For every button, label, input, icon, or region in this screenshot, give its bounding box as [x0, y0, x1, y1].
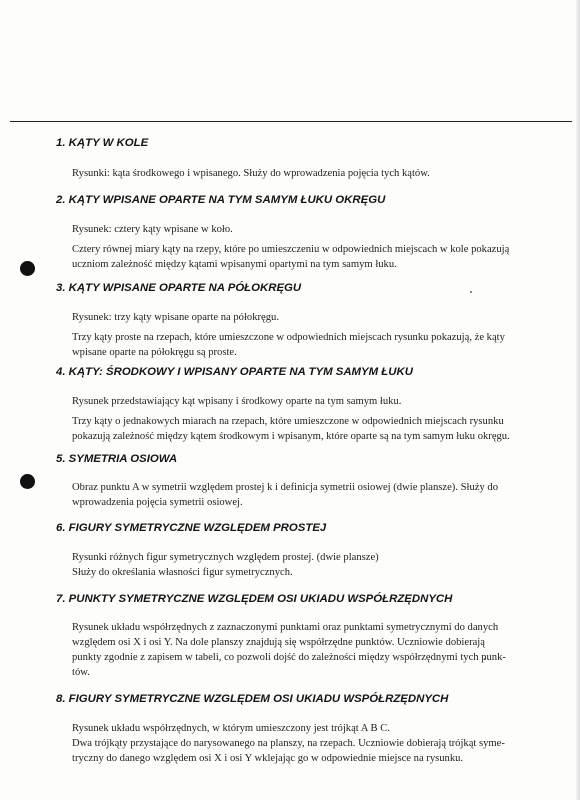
text-line: Służy do określania własności figur symetrycznych. — [72, 567, 293, 578]
section-heading: 3. KĄTY WPISANE OPARTE NA PÓŁOKRĘGU — [56, 282, 302, 294]
section-text — [72, 310, 512, 360]
text-line: tryczny do danego względem osi X i osi Y wklejając go w odpowiednie miejsce na rysunku. — [72, 753, 464, 764]
section-heading: 7. PUNKTY SYMETRYCZNE WZGLĘDEM OSI UKIADU WSPÓŁRZĘDNYCH — [56, 593, 453, 605]
text-line: Rysunek: cztery kąty wpisane w koło. — [72, 224, 233, 235]
text-line: Rysunek przedstawiający kąt wpisany i środkowy oparte na tym samym łuku. — [72, 396, 402, 407]
text-line: Cztery równej miary kąty na rzepy, które po umieszczeniu w odpowiednich miejscach w kole pokazują — [72, 244, 510, 255]
text-line: Rysunek układu współrzędnych, w którym umieszczony jest trójkąt A B C. — [72, 723, 390, 734]
text-line: pokazują zależność między kątem środkowym i wpisanym, które oparte są na tym samym łuku okręgu. — [72, 431, 510, 442]
text-line: punkty zgodnie z zapisem w tabeli, co pozwoli dojść do zależności między współrzędnymi tych punk- — [72, 652, 506, 663]
text-line: Rysunek układu współrzędnych z zaznaczonymi punktami oraz punktami symetrycznymi do danych — [72, 622, 499, 633]
section-heading: 8. FIGURY SYMETRYCZNE WZGLĘDEM OSI UKIADU WSPÓŁRZĘDNYCH — [56, 693, 449, 705]
text-line: uczniom zależność między kątami wpisanymi opartymi na tym samym łuku. — [72, 259, 397, 270]
section-text — [72, 222, 512, 272]
section-text — [72, 620, 512, 680]
text-line: wprowadzenia pojęcia symetrii osiowej. — [72, 497, 243, 508]
section-heading: 5. SYMETRIA OSIOWA — [56, 453, 178, 465]
section-heading: 2. KĄTY WPISANE OPARTE NA TYM SAMYM ŁUKU OKRĘGU — [56, 194, 386, 206]
text-line: Rysunki różnych figur symetrycznych względem prostej. (dwie plansze) — [72, 552, 379, 563]
section-heading: 1. KĄTY W KOLE — [56, 137, 149, 149]
text-line: Rysunek: trzy kąty wpisane oparte na półokręgu. — [72, 312, 279, 323]
text-line: Obraz punktu A w symetrii względem prostej k i definicja symetrii osiowej (dwie plansze). Służy do — [72, 482, 499, 493]
text-line: wpisane oparte na półokręgu są proste. — [72, 347, 237, 358]
section-text — [72, 721, 512, 766]
text-line: tów. — [72, 667, 90, 678]
section-heading: 4. KĄTY: ŚRODKOWY I WPISANY OPARTE NA TYM SAMYM ŁUKU — [56, 366, 413, 378]
text-line: względem osi X i osi Y. Na dole planszy znajdują się współrzędne punktów. Uczniowie dobierają — [72, 637, 485, 648]
section-heading: 6. FIGURY SYMETRYCZNE WZGLĘDEM PROSTEJ — [56, 522, 327, 534]
section-text — [72, 550, 512, 580]
section-text — [72, 480, 512, 510]
text-line: Trzy kąty proste na rzepach, które umieszczone w odpowiednich miejscach rysunku pokazują, że kąty — [72, 332, 505, 343]
text-line: Trzy kąty o jednakowych miarach na rzepach, które umieszczone w odpowiednich miejscach rysunku — [72, 416, 504, 427]
section-text — [72, 394, 512, 444]
text-line: Rysunki: kąta środkowego i wpisanego. Służy do wprowadzenia pojęcia tych kątów. — [72, 168, 430, 179]
text-line: Dwa trójkąty przystające do narysowanego na planszy, na rzepach. Uczniowie dobierają trójkąt syme- — [72, 738, 505, 749]
section-text — [72, 166, 512, 181]
